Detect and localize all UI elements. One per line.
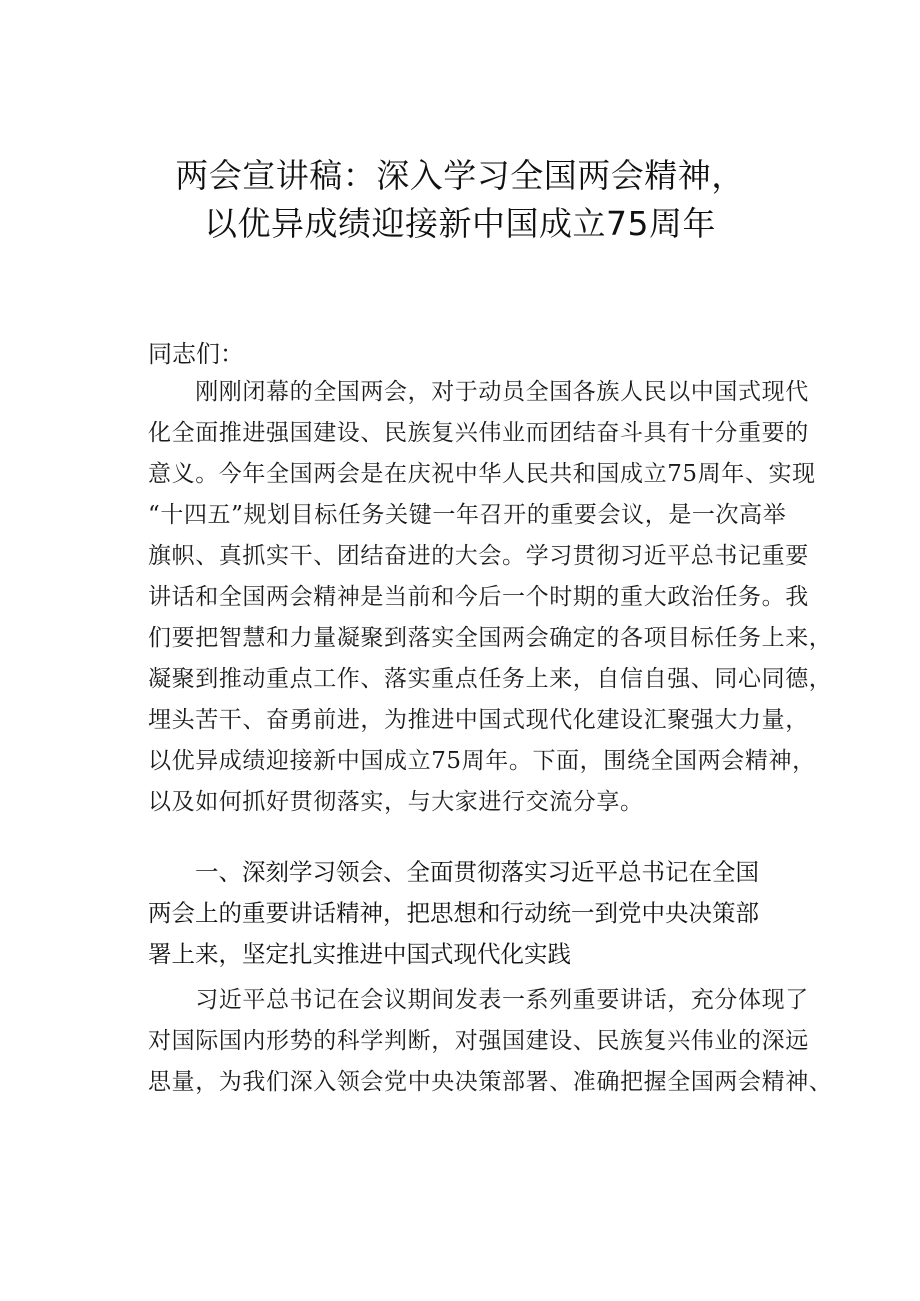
heading-line: 一、深刻学习领会、全面贯彻落实习近平总书记在全国 [148, 858, 759, 886]
paragraph-line: 对国际国内形势的科学判断，对强国建设、民族复兴伟业的深远 [148, 1028, 809, 1054]
paragraph-line: 刚刚闭幕的全国两会，对于动员全国各族人民以中国式现代 [148, 379, 809, 405]
salutation: 同志们： [148, 340, 244, 368]
paragraph-line: 意义。今年全国两会是在庆祝中华人民共和国成立75周年、实现 [148, 461, 816, 487]
title-line: 以优异成绩迎接新中国成立75周年 [204, 204, 716, 243]
paragraph-line: 埋头苦干、奋勇前进，为推进中国式现代化建设汇聚强大力量， [148, 707, 809, 733]
paragraph-line: 思量，为我们深入领会党中央决策部署、准确把握全国两会精神、 [148, 1069, 833, 1095]
title-line: 两会宣讲稿：深入学习全国两会精神， [175, 156, 745, 195]
paragraph-line: 凝聚到推动重点工作、落实重点任务上来，自信自强、同心同德， [148, 666, 833, 692]
paragraph-line: 化全面推进强国建设、民族复兴伟业而团结奋斗具有十分重要的 [148, 420, 809, 446]
body-paragraph-2 [148, 980, 833, 1103]
heading-line: 署上来，坚定扎实推进中国式现代化实践 [148, 940, 571, 968]
paragraph-line: 以及如何抓好贯彻落实，与大家进行交流分享。 [148, 789, 644, 815]
paragraph-line: “十四五”规划目标任务关键一年召开的重要会议，是一次高举 [148, 502, 787, 528]
paragraph-line: 习近平总书记在会议期间发表一系列重要讲话，充分体现了 [148, 987, 809, 1013]
section-heading-1 [148, 852, 808, 975]
paragraph-line: 旗帜、真抓实干、团结奋进的大会。学习贯彻习近平总书记重要 [148, 543, 809, 569]
paragraph-line: 讲话和全国两会精神是当前和今后一个时期的重大政治任务。我 [148, 584, 809, 610]
heading-line: 两会上的重要讲话精神，把思想和行动统一到党中央决策部 [148, 899, 759, 927]
document-title [120, 152, 800, 248]
paragraph-line: 们要把智慧和力量凝聚到落实全国两会确定的各项目标任务上来， [148, 625, 833, 651]
body-paragraph-1 [148, 372, 833, 823]
paragraph-line: 以优异成绩迎接新中国成立75周年。下面，围绕全国两会精神， [148, 748, 816, 774]
